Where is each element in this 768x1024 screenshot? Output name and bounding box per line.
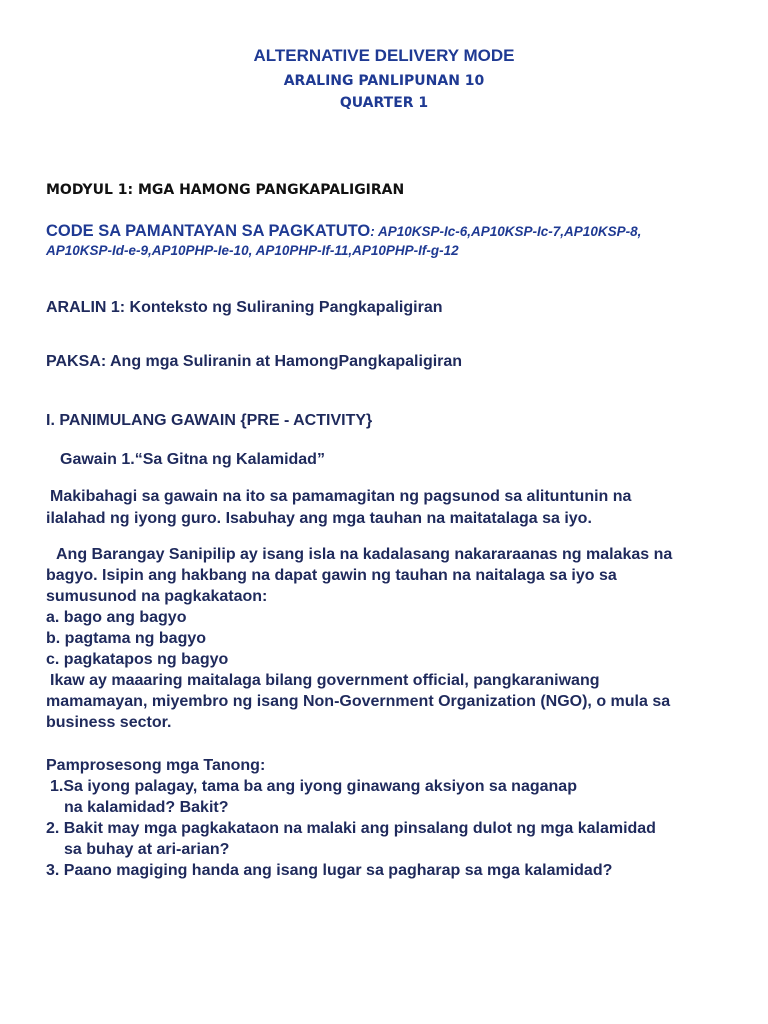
quarter-title: QUARTER 1 bbox=[339, 95, 429, 111]
code-list-line-2: AP10KSP-Id-e-9,AP10PHP-Ie-10, AP10PHP-If-11,AP10PHP-If-g-12 bbox=[46, 243, 459, 258]
module-heading: MODYUL 1: MGA HAMONG PANGKAPALIGIRAN bbox=[46, 182, 405, 198]
learning-code bbox=[46, 222, 641, 241]
subject-title: ARALING PANLIPUNAN 10 bbox=[283, 73, 485, 89]
topic-heading: PAKSA: Ang mga Suliranin at HamongPangkapaligiran bbox=[46, 353, 463, 370]
question-line: 1.Sa iyong palagay, tama ba ang iyong ginawang aksiyon sa naganap bbox=[50, 778, 577, 795]
activity-title: Gawain 1.“Sa Gitna ng Kalamidad” bbox=[60, 451, 325, 468]
lesson-heading: ARALIN 1: Konteksto ng Suliraning Pangkapaligiran bbox=[46, 299, 443, 316]
question-line: sa buhay at ari-arian? bbox=[64, 841, 230, 858]
paragraph-line: bagyo. Isipin ang hakbang na dapat gawin ng tauhan na naitalaga sa iyo sa bbox=[46, 567, 617, 584]
paragraph-line: ilalahad ng iyong guro. Isabuhay ang mga tauhan na maitatalaga sa iyo. bbox=[46, 510, 592, 527]
code-list-line-1: : AP10KSP-Ic-6,AP10KSP-Ic-7,AP10KSP-8, bbox=[370, 224, 642, 239]
paragraph-line: business sector. bbox=[46, 714, 172, 731]
list-item: c. pagkatapos ng bagyo bbox=[46, 651, 229, 668]
paragraph-line: sumusunod na pagkakataon: bbox=[46, 588, 268, 605]
paragraph-line: Makibahagi sa gawain na ito sa pamamagitan ng pagsunod sa alituntunin na bbox=[50, 488, 632, 505]
pre-activity-heading: I. PANIMULANG GAWAIN {PRE - ACTIVITY} bbox=[46, 412, 373, 429]
question-line: 3. Paano magiging handa ang isang lugar sa pagharap sa mga kalamidad? bbox=[46, 862, 613, 879]
code-label: CODE SA PAMANTAYAN SA PAGKATUTO bbox=[46, 222, 371, 240]
question-line: na kalamidad? Bakit? bbox=[64, 799, 229, 816]
paragraph-line: Ang Barangay Sanipilip ay isang isla na kadalasang nakararaanas ng malakas na bbox=[56, 546, 673, 563]
paragraph-line: mamamayan, miyembro ng isang Non-Government Organization (NGO), o mula sa bbox=[46, 693, 671, 710]
question-line: 2. Bakit may mga pagkakataon na malaki ang pinsalang dulot ng mga kalamidad bbox=[46, 820, 656, 837]
list-item: a. bago ang bagyo bbox=[46, 609, 187, 626]
paragraph-line: Ikaw ay maaaring maitalaga bilang government official, pangkaraniwang bbox=[50, 672, 600, 689]
document-title: ALTERNATIVE DELIVERY MODE bbox=[253, 46, 515, 65]
list-item: b. pagtama ng bagyo bbox=[46, 630, 207, 647]
questions-heading: Pamprosesong mga Tanong: bbox=[46, 757, 266, 774]
